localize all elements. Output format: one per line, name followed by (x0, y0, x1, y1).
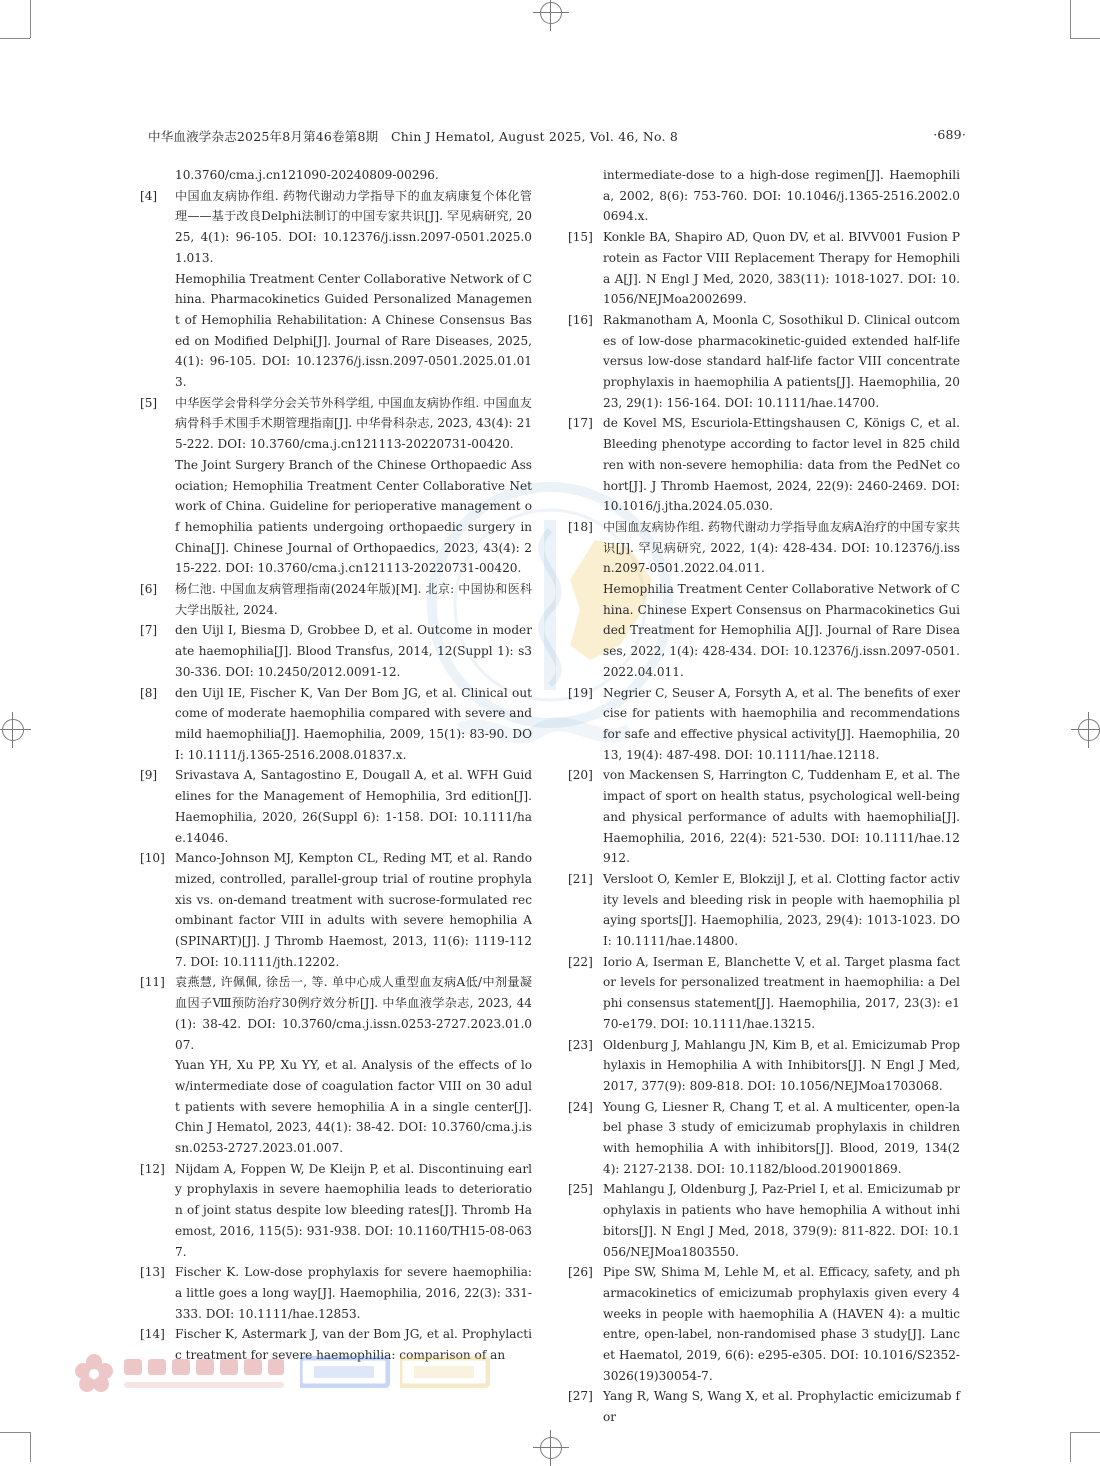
reference-entry (568, 683, 960, 766)
reference-number: [19] (568, 685, 593, 700)
publisher-logo (72, 1352, 116, 1396)
reference-number: [24] (568, 1099, 593, 1114)
reference-number: [18] (568, 519, 593, 534)
crop-mark (30, 0, 31, 38)
reference-text: den Uijl IE, Fischer K, Van Der Bom JG, et al. Clinical outcome of moderate haemophilia compared with severe and mild haemophilia[J]. Haemophilia, 2009, 15(1): 83-90. DOI: 10.1111/j.1365-2516.2008.01837.x. (175, 685, 532, 762)
watermark-seal (300, 1356, 390, 1388)
reference-number: [5] (140, 395, 158, 410)
reference-number: [27] (568, 1389, 593, 1404)
reference-text: Srivastava A, Santagostino E, Dougall A, et al. WFH Guidelines for the Management of Hemophilia, 3rd edition[J]. Haemophilia, 2020, 26(Suppl 6): 1-158. DOI: 10.1111/hae.14046. (175, 768, 532, 845)
reference-text: Konkle BA, Shapiro AD, Quon DV, et al. BIVV001 Fusion Protein as Factor VIII Replacement Therapy for Hemophilia A[J]. N Engl J Med, 2020, 383(11): 1018-1027. DOI: 10.1056/NEJMoa2002699. (603, 230, 960, 307)
reference-entry (568, 310, 960, 414)
reference-number: [23] (568, 1037, 593, 1052)
reference-number: [11] (140, 975, 165, 990)
reference-entry (140, 620, 532, 682)
crop-mark (1070, 38, 1100, 39)
reference-text: den Uijl I, Biesma D, Grobbee D, et al. Outcome in moderate haemophilia[J]. Blood Transfus, 2014, 12(Suppl 1): s330-336. DOI: 10.2450/2012.0091-12. (175, 623, 532, 679)
crop-mark (1070, 0, 1071, 38)
reference-entry (140, 579, 532, 620)
reference-number: [10] (140, 851, 165, 866)
reference-number: [26] (568, 1265, 593, 1280)
reference-text: 中国血友病协作组. 药物代谢动力学指导下的血友病康复个体化管理——基于改良Delphi法制订的中国专家共识[J]. 罕见病研究, 2025, 4(1): 96-105. DOI: 10.12376/j.issn.2097-0501.2025.01.013. (175, 188, 532, 265)
reference-entry (140, 972, 532, 1158)
reference-entry (568, 765, 960, 869)
crop-mark (30, 1432, 31, 1462)
reference-text: Oldenburg J, Mahlangu JN, Kim B, et al. Emicizumab Prophylaxis in Hemophilia A with Inhibitors[J]. N Engl J Med, 2017, 377(9): 809-818. DOI: 10.1056/NEJMoa1703068. (603, 1037, 960, 1093)
reference-number: [9] (140, 768, 158, 783)
reference-translation: Hemophilia Treatment Center Collaborative Network of China. Pharmacokinetics Guided Personalized Management of Hemophilia Rehabilitation: A Chinese Consensus Based on Modified Delphi[J]. Journal of Rare Diseases, 2025, 4(1): 96-105. DOI: 10.12376/j.issn.2097-0501.2025.01.013. (175, 271, 532, 390)
reference-entry (140, 393, 532, 579)
crop-mark (0, 1432, 30, 1433)
reference-entry (568, 1179, 960, 1262)
registration-mark (540, 2, 562, 24)
reference-text: 袁燕慧, 许佩佩, 徐岳一, 等. 单中心成人重型血友病A低/中剂量凝血因子Ⅷ预防治疗30例疗效分析[J]. 中华血液学杂志, 2023, 44(1): 38-42. DOI: 10.3760/cma.j.issn.0253-2727.2023.01.007. (175, 975, 532, 1052)
reference-entry (140, 1262, 532, 1324)
references-left-column (140, 165, 532, 1366)
reference-number: [7] (140, 623, 158, 638)
reference-number: [8] (140, 685, 158, 700)
reference-number: [22] (568, 954, 593, 969)
reference-entry (568, 869, 960, 952)
reference-text: Pipe SW, Shima M, Lehle M, et al. Efficacy, safety, and pharmacokinetics of emicizumab prophylaxis given every 4 weeks in people with haemophilia A (HAVEN 4): a multicentre, open-label, non-randomised phase 3 study[J]. Lancet Haematol, 2019, 6(6): e295-e305. DOI: 10.1016/S2352-3026(19)30054-7. (603, 1265, 960, 1383)
reference-entry (140, 765, 532, 848)
running-head (148, 127, 966, 147)
crop-mark (1070, 1432, 1071, 1462)
reference-text: Nijdam A, Foppen W, De Kleijn P, et al. Discontinuing early prophylaxis in severe haemophilia leads to deterioration of joint status despite low bleeding rates[J]. Thromb Haemost, 2016, 115(5): 931-938. DOI: 10.1160/TH15-08-0637. (175, 1161, 532, 1259)
reference-number: [4] (140, 188, 158, 203)
reference-text: 中国血友病协作组. 药物代谢动力学指导血友病A治疗的中国专家共识[J]. 罕见病研究, 2022, 1(4): 428-434. DOI: 10.12376/j.issn.2097-0501.2022.04.011. (603, 519, 960, 576)
reference-text: 10.3760/cma.j.cn121090-20240809-00296. (175, 168, 439, 182)
registration-mark (540, 1437, 562, 1459)
publisher-subtitle-logo (124, 1382, 284, 1388)
reference-text: Mahlangu J, Oldenburg J, Paz-Priel I, et al. Emicizumab prophylaxis in patients who have hemophilia A without inhibitors[J]. N Engl J Med, 2018, 379(9): 811-822. DOI: 10.1056/NEJMoa1803550. (603, 1182, 960, 1259)
registration-mark (2, 719, 24, 741)
reference-text: Fischer K. Low-dose prophylaxis for severe haemophilia: a little goes a long way[J]. Haemophilia, 2016, 22(3): 331-333. DOI: 10.1111/hae.12853. (175, 1265, 532, 1321)
crop-mark (1070, 1432, 1100, 1433)
references-right-column (568, 165, 960, 1428)
reference-entry (568, 1035, 960, 1097)
reference-entry (568, 1097, 960, 1180)
reference-entry (568, 413, 960, 517)
reference-number: [6] (140, 582, 158, 597)
publisher-footer (72, 1352, 492, 1398)
reference-number: [20] (568, 768, 593, 783)
reference-text: Iorio A, Iserman E, Blanchette V, et al. Target plasma factor levels for personalized treatment in haemophilia: a Delphi consensus statement[J]. Haemophilia, 2017, 23(3): e170-e179. DOI: 10.1111/hae.13215. (603, 954, 960, 1031)
reference-continuation (568, 165, 960, 227)
reference-text: intermediate-dose to a high-dose regimen[J]. Haemophilia, 2002, 8(6): 753-760. DOI: 10.1046/j.1365-2516.2002.00694.x. (603, 168, 960, 224)
reference-text: Negrier C, Seuser A, Forsyth A, et al. The benefits of exercise for patients with haemophilia and recommendations for safe and effective physical activity[J]. Haemophilia, 2013, 19(4): 487-498. DOI: 10.1111/hae.12118. (603, 685, 960, 762)
publisher-name-logo (124, 1356, 284, 1378)
reference-number: [17] (568, 416, 593, 431)
reference-entry (568, 952, 960, 1035)
reference-entry (140, 186, 532, 393)
reference-entry (568, 1262, 960, 1386)
reference-translation: Yuan YH, Xu PP, Xu YY, et al. Analysis of the effects of low/intermediate dose of coagulation factor VIII on 30 adult patients with severe hemophilia A in a single center[J]. Chin J Hematol, 2023, 44(1): 38-42. DOI: 10.3760/cma.j.issn.0253-2727.2023.01.007. (175, 1058, 532, 1156)
reference-entry (568, 1386, 960, 1427)
reference-number: [25] (568, 1182, 593, 1197)
reference-entry (140, 1159, 532, 1263)
reference-entry (140, 683, 532, 766)
reference-text: Yang R, Wang S, Wang X, et al. Prophylactic emicizumab for (603, 1389, 960, 1425)
page-number: ·689· (933, 127, 966, 142)
reference-text: Rakmanotham A, Moonla C, Sosothikul D. Clinical outcomes of low-dose pharmacokinetic-guided extended half-life versus low-dose standard half-life factor VIII concentrate prophylaxis in haemophilia A patients[J]. Haemophilia, 2023, 29(1): 156-164. DOI: 10.1111/hae.14700. (603, 312, 960, 410)
reference-translation: Hemophilia Treatment Center Collaborative Network of China. Chinese Expert Consensus on Pharmacokinetics Guided Treatment for Hemophilia A[J]. Journal of Rare Diseases, 2022, 1(4): 428-434. DOI: 10.12376/j.issn.2097-0501.2022.04.011. (603, 582, 960, 679)
reference-number: [16] (568, 312, 593, 327)
reference-text: 中华医学会骨科学分会关节外科学组, 中国血友病协作组. 中国血友病骨科手术围手术期管理指南[J]. 中华骨科杂志, 2023, 43(4): 215-222. DOI: 10.3760/cma.j.cn121113-20220731-00420. (175, 395, 532, 452)
registration-mark (1078, 719, 1100, 741)
watermark-seal (400, 1356, 490, 1388)
reference-entry (140, 848, 532, 972)
reference-text: de Kovel MS, Escuriola-Ettingshausen C, Königs C, et al. Bleeding phenotype according to factor level in 825 children with non-severe hemophilia: data from the PedNet cohort[J]. J Thromb Haemost, 2024, 22(9): 2460-2469. DOI: 10.1016/j.jtha.2024.05.030. (603, 416, 960, 514)
reference-entry (568, 517, 960, 683)
reference-text: Manco-Johnson MJ, Kempton CL, Reding MT, et al. Randomized, controlled, parallel-group trial of routine prophylaxis vs. on-demand treatment with sucrose-formulated recombinant factor VIII in adults with severe hemophilia A (SPINART)[J]. J Thromb Haemost, 2013, 11(6): 1119-1127. DOI: 10.1111/jth.12202. (175, 851, 532, 969)
reference-entry (568, 227, 960, 310)
reference-text: Fischer K, Astermark J, van der Bom JG, et al. Prophylactic treatment for severe haemophilia: comparison of an (175, 1327, 532, 1363)
reference-translation: The Joint Surgery Branch of the Chinese Orthopaedic Association; Hemophilia Treatment Center Collaborative Network of China. Guideline for perioperative management of hemophilia patients undergoing orthopaedic surgery in China[J]. Chinese Journal of Orthopaedics, 2023, 43(4): 215-222. DOI: 10.3760/cma.j.cn121113-20220731-00420. (175, 457, 532, 576)
reference-number: [14] (140, 1327, 165, 1342)
journal-citation-line: 中华血液学杂志2025年8月第46卷第8期 Chin J Hematol, August 2025, Vol. 46, No. 8 (148, 129, 678, 144)
reference-text: 杨仁池. 中国血友病管理指南(2024年版)[M]. 北京: 中国协和医科大学出版社, 2024. (175, 582, 532, 617)
reference-text: von Mackensen S, Harrington C, Tuddenham E, et al. The impact of sport on health status, psychological well-being and physical performance of adults with haemophilia[J]. Haemophilia, 2016, 22(4): 521-530. DOI: 10.1111/hae.12912. (603, 768, 960, 866)
reference-number: [12] (140, 1161, 165, 1176)
reference-number: [15] (568, 230, 593, 245)
reference-text: Versloot O, Kemler E, Blokzijl J, et al. Clotting factor activity levels and bleeding risk in people with haemophilia playing sports[J]. Haemophilia, 2023, 29(4): 1013-1023. DOI: 10.1111/hae.14800. (603, 871, 960, 949)
crop-mark (0, 38, 30, 39)
reference-number: [21] (568, 871, 593, 886)
reference-number: [13] (140, 1265, 165, 1280)
reference-continuation (140, 165, 532, 186)
reference-text: Young G, Liesner R, Chang T, et al. A multicenter, open-label phase 3 study of emicizumab prophylaxis in children with hemophilia A with inhibitors[J]. Blood, 2019, 134(24): 2127-2138. DOI: 10.1182/blood.2019001869. (603, 1099, 960, 1176)
